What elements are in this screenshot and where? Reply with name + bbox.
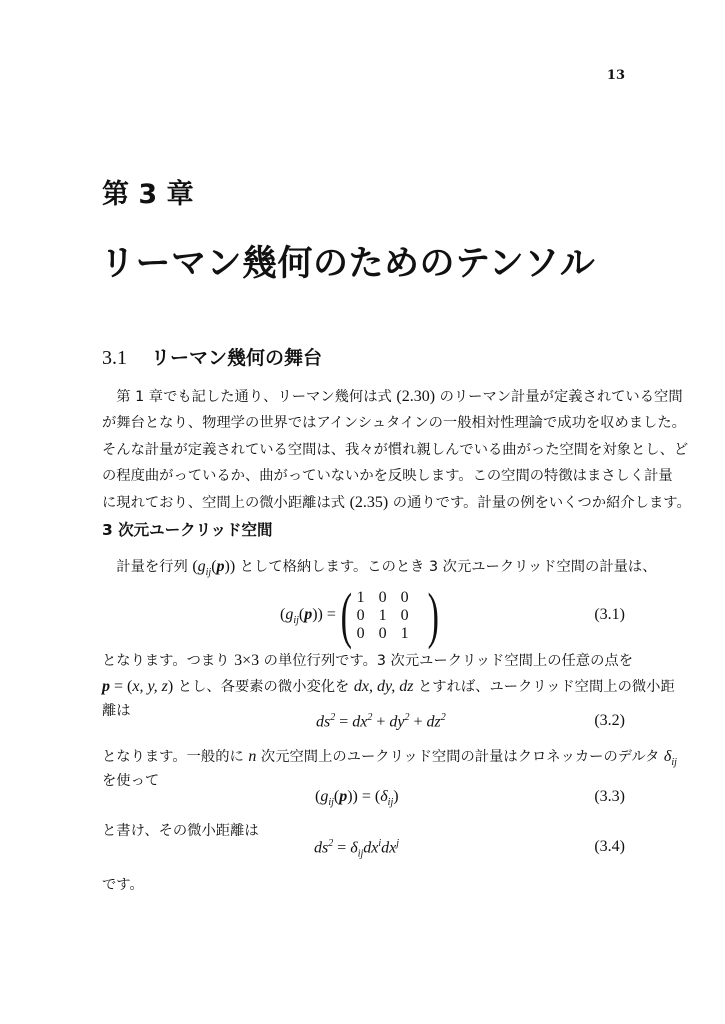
text-line [102, 701, 131, 721]
text-line [102, 493, 691, 513]
math-run: p [216, 558, 225, 575]
text-line [102, 387, 683, 407]
math-run: ij [205, 566, 212, 578]
math-run: dy [389, 713, 405, 731]
math-run: )) = ( [347, 788, 381, 805]
text-run: 離は [102, 703, 131, 719]
math-run: ( [333, 788, 340, 805]
math-run: ( [211, 558, 217, 575]
matrix [336, 582, 443, 650]
page-number: 13 [606, 68, 625, 83]
text-run: の単位行列です。3 次元ユークリッド空間上の任意の点を [259, 653, 633, 669]
math-run: p [304, 605, 313, 623]
text-run: 第 1 章でも記した通り、リーマン幾何は式 [102, 389, 397, 405]
math-run: ds [314, 839, 329, 857]
equation-number: (3.3) [594, 788, 625, 805]
math-run: = ( [110, 678, 133, 695]
text-run: そんな計量が定義されている空間は、我々が慣れ親しんでいる曲がった空間を対象とし、ど [102, 442, 689, 458]
math-run: 2 [440, 712, 446, 723]
text-run: となります。つまり [102, 653, 235, 669]
section-number: 3.1 [102, 347, 127, 369]
math-run: dx [363, 839, 379, 857]
text-line [102, 771, 159, 791]
matrix-cell: 1 [400, 625, 409, 642]
math-run: ( [192, 558, 198, 575]
math-run: + [372, 713, 390, 731]
math-run: dx, dy, dz [353, 678, 414, 695]
math-run: ) [393, 788, 399, 805]
math-run: ij [671, 756, 677, 768]
math-run: x, y, z [132, 678, 168, 695]
math-run: 2 [367, 712, 373, 723]
math-run: p [339, 788, 348, 805]
math-run: )) [224, 558, 236, 575]
equation-number: (3.2) [594, 712, 625, 729]
right-paren: ) [427, 582, 439, 650]
text-line [102, 747, 677, 767]
math-run: ) [167, 678, 174, 695]
text-line [102, 440, 688, 460]
math-run: g [197, 558, 206, 575]
equation-3-3 [102, 788, 625, 810]
math-run: ( [298, 605, 305, 623]
matrix-cell: 1 [356, 589, 365, 606]
math-run: p [102, 678, 110, 695]
equation-number: (3.1) [594, 606, 625, 623]
equation-body [315, 788, 399, 808]
text-line [102, 413, 686, 433]
text-run: とし、各要素の微小変化を [173, 679, 354, 695]
math-run: ( [315, 788, 321, 805]
math-run: ij [357, 848, 364, 860]
equation-3-4 [102, 838, 625, 860]
text-run: を使って [102, 773, 160, 789]
text-run: です。 [102, 877, 144, 893]
math-run: ds [316, 713, 331, 731]
text-run: となります。一般的に [102, 749, 249, 765]
matrix-cell: 1 [378, 607, 387, 624]
math-run: dx [352, 713, 368, 731]
math-run: j [396, 838, 400, 849]
equation-number: (3.4) [594, 838, 625, 855]
matrix-cell: 0 [356, 607, 365, 624]
chapter-title: リーマン幾何のためのテンソル [100, 244, 596, 284]
math-run: (2.30) [396, 388, 436, 405]
equation-lhs [280, 606, 336, 626]
matrix-cell: 0 [400, 607, 409, 624]
section-heading [102, 343, 322, 370]
text-run: とすれば、ユークリッド空間上の微小距 [413, 679, 675, 695]
math-run: 3×3 [234, 652, 260, 669]
equation-body [316, 712, 446, 731]
math-run: 2 [404, 712, 410, 723]
math-run: (2.35) [349, 494, 389, 511]
math-run: + [409, 713, 427, 731]
math-run: 2 [330, 712, 336, 723]
text-line [102, 677, 675, 697]
math-run: ij [387, 797, 394, 809]
math-run: g [285, 605, 294, 623]
text-run: に現れており、空間上の微小距離は式 [102, 495, 350, 511]
math-run: ij [328, 797, 334, 809]
equation-body [314, 838, 399, 860]
matrix-grid [357, 589, 423, 643]
text-run: 計量を行列 [102, 559, 193, 575]
subsection-heading: 3 次元ユークリッド空間 [102, 521, 273, 539]
math-run: ij [293, 615, 299, 627]
text-run: のリーマン計量が定義されている空間 [435, 389, 683, 405]
text-line [102, 466, 673, 486]
math-run: 2 [328, 838, 334, 849]
matrix-cell: 0 [378, 589, 387, 606]
text-line [102, 875, 144, 895]
equation-3-2 [102, 712, 625, 734]
chapter-label: 第 3 章 [102, 179, 194, 210]
text-run: の通りです。計量の例をいくつか紹介します。 [388, 495, 691, 511]
text-run: と書け、その微小距離は [102, 823, 259, 839]
math-run: ( [280, 605, 286, 623]
text-line [102, 557, 657, 577]
math-run: dx [381, 839, 397, 857]
text-run: として格納します。このとき 3 次元ユークリッド空間の計量は、 [235, 559, 657, 575]
text-line [102, 821, 259, 841]
matrix-cell: 0 [400, 589, 409, 606]
math-run: δ [350, 839, 358, 857]
section-title: リーマン幾何の舞台 [151, 347, 323, 369]
math-run: )) = [312, 605, 336, 623]
equation-3-1 [102, 582, 625, 650]
text-line [102, 651, 633, 671]
text-run: の程度曲がっているか、曲がっていないかを反映します。この空間の特徴はまさしく計量 [102, 468, 673, 484]
text-run: が舞台となり、物理学の世界ではアインシュタインの一般相対性理論で成功を収めました。 [102, 415, 686, 431]
math-run: i [378, 838, 382, 849]
text-run: 次元空間上のユークリッド空間の計量はクロネッカーのデルタ [256, 749, 664, 765]
math-run: δ [663, 748, 672, 765]
math-run: = [333, 839, 351, 857]
matrix-cell: 0 [378, 625, 387, 642]
math-run: g [320, 788, 329, 805]
left-paren: ( [340, 582, 352, 650]
math-run: δ [380, 788, 388, 805]
math-run: dz [426, 713, 441, 731]
math-run: n [248, 748, 257, 765]
math-run: = [335, 713, 353, 731]
matrix-cell: 0 [356, 625, 365, 642]
